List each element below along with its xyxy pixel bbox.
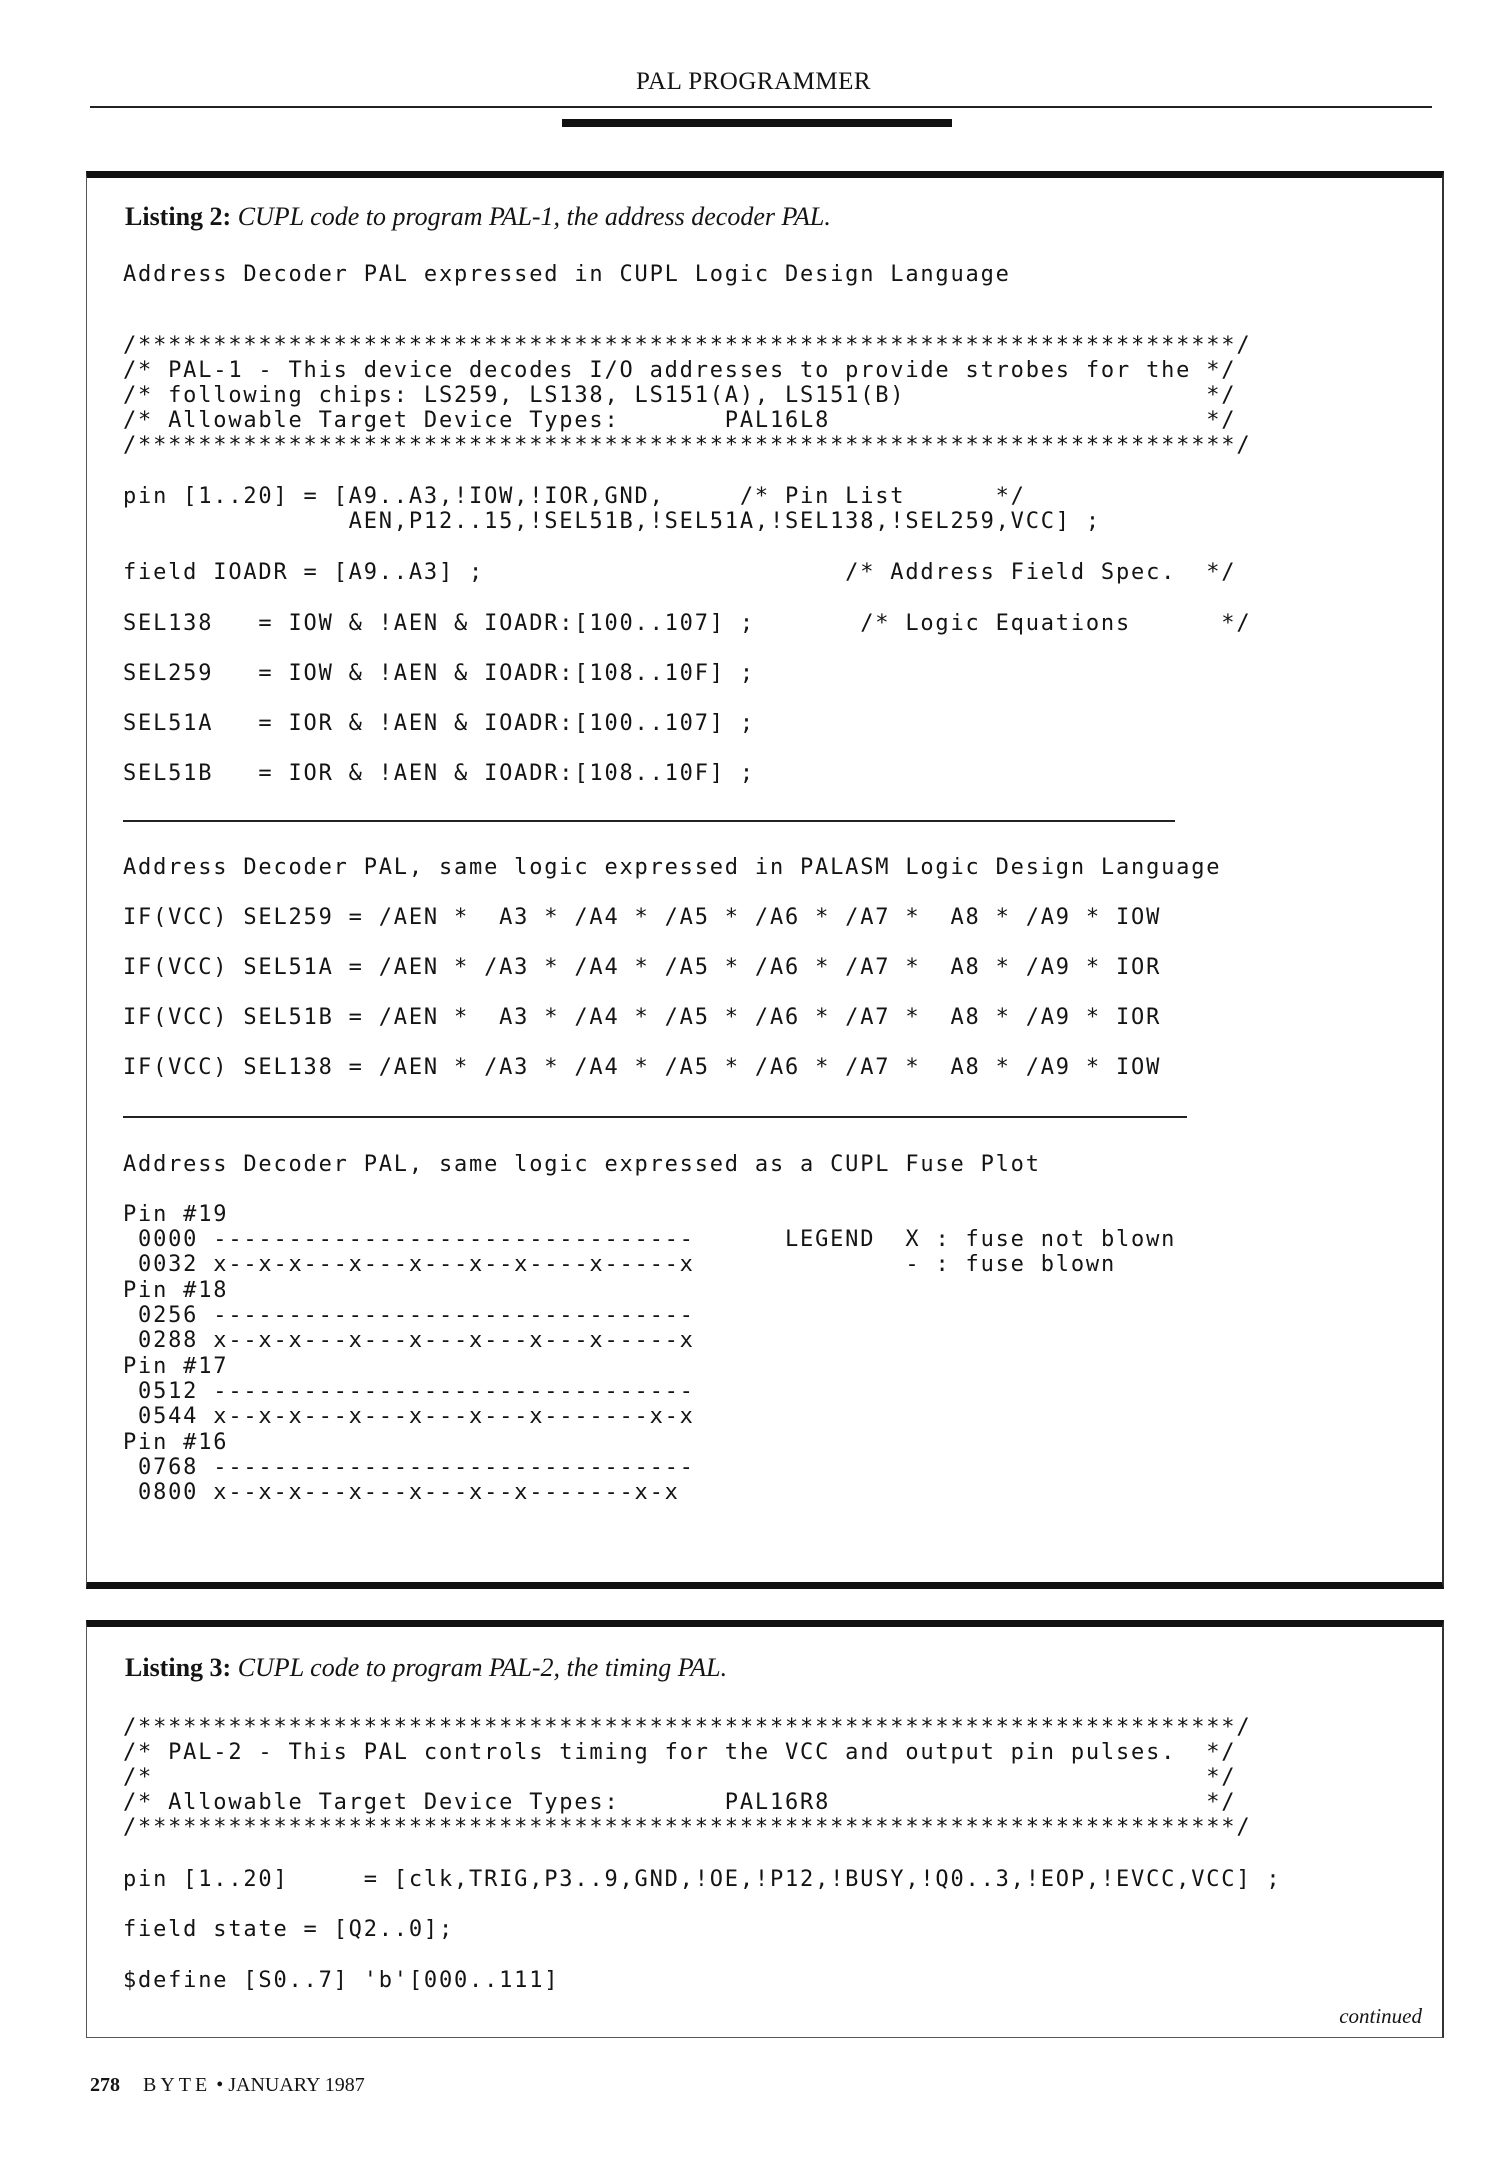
header-rule: [90, 106, 1432, 108]
fuse-plot-line: 0800 x--x-x---x---x---x--x-------x-x: [123, 1480, 680, 1505]
define-declaration: $define [S0..7] 'b'[000..111]: [123, 1968, 560, 1993]
header-bar: [562, 119, 952, 127]
palasm-line: IF(VCC) SEL51B = /AEN * A3 * /A4 * /A5 * /A6 * /A7 * A8 * /A9 * IOR: [123, 1005, 1162, 1030]
comment-line: /* */: [123, 1765, 1237, 1790]
pin-line: AEN,P12..15,!SEL51B,!SEL51A,!SEL138,!SEL259,VCC] ;: [123, 509, 1101, 534]
comment-line: /* PAL-2 - This PAL controls timing for the VCC and output pin pulses. */: [123, 1740, 1237, 1765]
palasm-title: Address Decoder PAL, same logic expressed in PALASM Logic Design Language: [123, 855, 1222, 880]
listing-3-caption-text: CUPL code to program PAL-2, the timing PAL.: [237, 1653, 728, 1682]
listing-3-label: Listing 3:: [125, 1653, 232, 1682]
fuse-plot-line: 0000 --------------------------------: [123, 1227, 695, 1252]
comment-line: /*************************************************************************/: [123, 1815, 1252, 1840]
section-divider: [123, 820, 1175, 822]
magazine-name: BYTE: [143, 2074, 212, 2096]
palasm-equations: [123, 905, 1162, 1080]
pin-line: pin [1..20] = [A9..A3,!IOW,!IOR,GND, /* Pin List */: [123, 484, 1026, 509]
palasm-line: IF(VCC) SEL51A = /AEN * /A3 * /A4 * /A5 * /A6 * /A7 * A8 * /A9 * IOR: [123, 955, 1162, 980]
field-declaration: field IOADR = [A9..A3] ; /* Address Field Spec. */: [123, 560, 1237, 585]
state-field-declaration: field state = [Q2..0];: [123, 1917, 454, 1942]
logic-equations: [123, 611, 1252, 786]
fuse-plot-line: 0288 x--x-x---x---x---x---x---x-----x: [123, 1328, 695, 1353]
listing-3-box: [86, 1620, 1444, 2038]
equation-line: SEL51B = IOR & !AEN & IOADR:[108..10F] ;: [123, 761, 755, 786]
listing-2-caption-text: CUPL code to program PAL-1, the address decoder PAL.: [237, 202, 831, 231]
fuse-plot-line: 0256 --------------------------------: [123, 1303, 695, 1328]
comment-line: /* PAL-1 - This device decodes I/O addresses to provide strobes for the */: [123, 358, 1237, 383]
continued-note: continued: [1339, 2004, 1422, 2028]
footer-separator: •: [216, 2074, 224, 2096]
equation-line: SEL138 = IOW & !AEN & IOADR:[100..107] ; /* Logic Equations */: [123, 611, 1252, 636]
issue-date: JANUARY 1987: [228, 2074, 365, 2096]
fuse-plot-line: Pin #16: [123, 1430, 229, 1455]
timing-pin-declaration: pin [1..20] = [clk,TRIG,P3..9,GND,!OE,!P12,!BUSY,!Q0..3,!EOP,!EVCC,VCC] ;: [123, 1867, 1282, 1892]
listing-2-box: [86, 171, 1444, 1589]
fuse-plot-title: Address Decoder PAL, same logic expressed as a CUPL Fuse Plot: [123, 1152, 1041, 1177]
page-number: 278: [90, 2074, 120, 2096]
fuse-plot-line: 0544 x--x-x---x---x---x---x-------x-x: [123, 1404, 695, 1429]
comment-line: /*************************************************************************/: [123, 433, 1252, 458]
fuse-plot-line: 0768 --------------------------------: [123, 1455, 695, 1480]
fuse-plot-line: 0032 x--x-x---x---x---x--x----x-----x: [123, 1252, 695, 1277]
fuse-plot-line: 0512 --------------------------------: [123, 1379, 695, 1404]
legend-line: LEGEND X : fuse not blown: [785, 1227, 1177, 1252]
listing-3-caption: [125, 1653, 727, 1683]
equation-line: SEL259 = IOW & !AEN & IOADR:[108..10F] ;: [123, 661, 755, 686]
cupl-title: Address Decoder PAL expressed in CUPL Logic Design Language: [123, 262, 1011, 287]
comment-line: /* following chips: LS259, LS138, LS151(A), LS151(B) */: [123, 383, 1237, 408]
fuse-legend: [785, 1227, 1177, 1327]
comment-line: /*************************************************************************/: [123, 333, 1252, 358]
equation-line: SEL51A = IOR & !AEN & IOADR:[100..107] ;: [123, 711, 755, 736]
fuse-plot-line: Pin #18: [123, 1278, 229, 1303]
listing-2-label: Listing 2:: [125, 202, 232, 231]
listing-2-caption: [125, 202, 831, 232]
section-divider: [123, 1116, 1187, 1118]
legend-line: - : fuse blown: [785, 1252, 1116, 1277]
fuse-plot: [123, 1202, 695, 1552]
palasm-line: IF(VCC) SEL259 = /AEN * A3 * /A4 * /A5 * /A6 * /A7 * A8 * /A9 * IOW: [123, 905, 1162, 930]
palasm-line: IF(VCC) SEL138 = /AEN * /A3 * /A4 * /A5 * /A6 * /A7 * A8 * /A9 * IOW: [123, 1055, 1162, 1080]
comment-line: /* Allowable Target Device Types: PAL16R8 */: [123, 1790, 1237, 1815]
running-head: PAL PROGRAMMER: [635, 68, 872, 95]
fuse-plot-line: Pin #17: [123, 1354, 229, 1379]
fuse-plot-line: Pin #19: [123, 1202, 229, 1227]
comment-line: /*************************************************************************/: [123, 1715, 1252, 1740]
page-footer: [90, 2074, 365, 2097]
comment-line: /* Allowable Target Device Types: PAL16L8 */: [123, 408, 1237, 433]
